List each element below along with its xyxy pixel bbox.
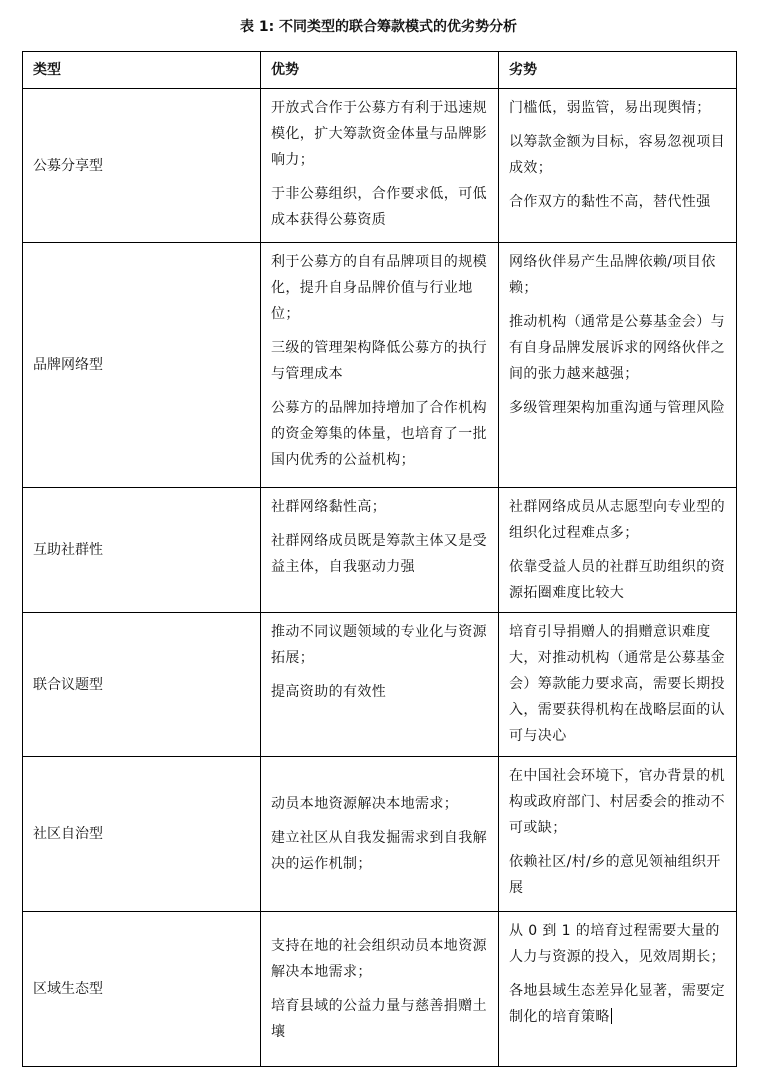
row-type: 区域生态型 — [23, 912, 261, 1067]
row-type: 互助社群性 — [23, 488, 261, 613]
table-row — [23, 243, 737, 488]
advantages-cell — [261, 243, 499, 488]
advantage-item: 培育县域的公益力量与慈善捐赠土壤 — [271, 998, 487, 1040]
advantage-item: 社群网络成员既是筹款主体又是受益主体，自我驱动力强 — [271, 533, 487, 575]
table-caption: 表 1: 不同类型的联合筹款模式的优劣势分析 — [239, 19, 518, 35]
header-type: 类型 — [23, 52, 261, 89]
advantages-cell — [261, 488, 499, 613]
header-row — [23, 52, 737, 89]
disadvantages-cell — [499, 757, 737, 912]
table-row — [23, 89, 737, 243]
advantages-cell — [261, 757, 499, 912]
disadvantages-cell — [499, 89, 737, 243]
advantages-cell — [261, 89, 499, 243]
advantage-item: 支持在地的社会组织动员本地资源解决本地需求； — [271, 938, 487, 980]
comparison-table — [22, 51, 737, 1067]
disadvantages-cell — [499, 613, 737, 757]
disadvantage-item: 依靠受益人员的社群互助组织的资源拓圈难度比较大 — [509, 559, 725, 601]
disadvantage-item: 社群网络成员从志愿型向专业型的组织化过程难点多； — [509, 499, 725, 541]
disadvantage-item: 依赖社区/村/乡的意见领袖组织开展 — [509, 854, 721, 896]
advantage-item: 三级的管理架构降低公募方的执行与管理成本 — [271, 340, 487, 382]
advantage-item: 开放式合作于公募方有利于迅速规模化，扩大筹款资金体量与品牌影响力； — [271, 100, 487, 168]
header-disadvantages: 劣势 — [499, 52, 737, 89]
disadvantages-cell — [499, 243, 737, 488]
table-row — [23, 912, 737, 1067]
advantage-item: 社群网络黏性高； — [271, 499, 387, 515]
disadvantage-item-last[interactable] — [509, 978, 728, 1030]
text-cursor — [611, 1008, 612, 1024]
advantage-item: 建立社区从自我发掘需求到自我解决的运作机制； — [271, 830, 487, 872]
advantages-cell — [261, 613, 499, 757]
disadvantage-item: 以筹款金额为目标，容易忽视项目成效； — [509, 134, 725, 176]
disadvantage-item: 在中国社会环境下，官办背景的机构或政府部门、村居委会的推动不可或缺； — [509, 768, 725, 836]
header-advantages: 优势 — [261, 52, 499, 89]
disadvantage-item: 多级管理架构加重沟通与管理风险 — [509, 400, 725, 416]
row-type: 联合议题型 — [23, 613, 261, 757]
disadvantage-item: 网络伙伴易产生品牌依赖/项目依赖； — [509, 254, 716, 296]
table-row — [23, 488, 737, 613]
disadvantages-cell — [499, 912, 737, 1067]
disadvantage-item-text: 各地县域生态差异化显著，需要定制化的培育策略 — [509, 983, 725, 1025]
disadvantage-item: 推动机构（通常是公募基金会）与有自身品牌发展诉求的网络伙伴之间的张力越来越强； — [509, 314, 725, 382]
row-type: 公募分享型 — [23, 89, 261, 243]
table-row — [23, 757, 737, 912]
advantage-item: 利于公募方的自有品牌项目的规模化，提升自身品牌价值与行业地位； — [271, 254, 487, 322]
row-type: 社区自治型 — [23, 757, 261, 912]
advantage-item: 动员本地资源解决本地需求； — [271, 796, 459, 812]
disadvantage-item: 从 0 到 1 的培育过程需要大量的人力与资源的投入，见效周期长； — [509, 923, 725, 965]
disadvantages-cell — [499, 488, 737, 613]
disadvantage-item: 培育引导捐赠人的捐赠意识难度大，对推动机构（通常是公募基金会）筹款能力要求高，需要长期投入，需要获得机构在战略层面的认可与决心 — [509, 624, 725, 744]
advantages-cell — [261, 912, 499, 1067]
advantage-item: 提高资助的有效性 — [271, 684, 387, 700]
disadvantage-item: 合作双方的黏性不高，替代性强 — [509, 194, 711, 210]
row-type: 品牌网络型 — [23, 243, 261, 488]
advantage-item: 公募方的品牌加持增加了合作机构的资金筹集的体量，也培育了一批国内优秀的公益机构； — [271, 400, 487, 468]
table-row — [23, 613, 737, 757]
advantage-item: 于非公募组织，合作要求低，可低成本获得公募资质 — [271, 186, 487, 228]
disadvantage-item: 门槛低，弱监管，易出现舆情； — [509, 100, 711, 116]
advantage-item: 推动不同议题领域的专业化与资源拓展； — [271, 624, 487, 666]
